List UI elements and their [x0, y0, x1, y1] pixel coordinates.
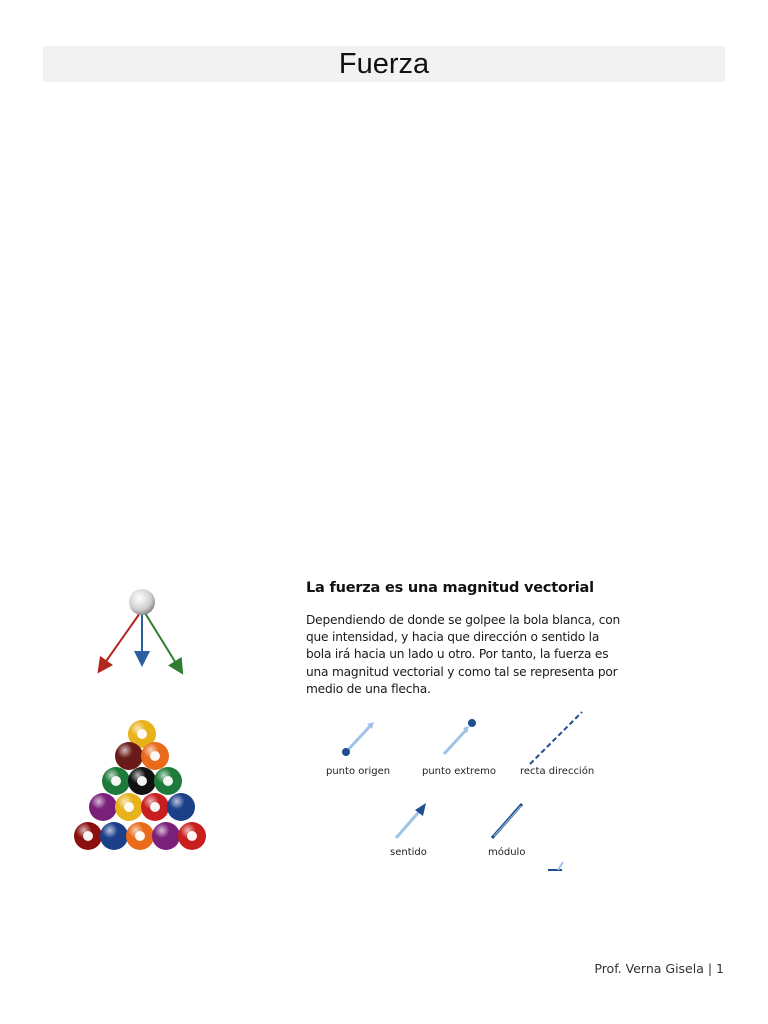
- direction-line-icon: [528, 710, 586, 766]
- section-heading: La fuerza es una magnitud vectorial: [306, 580, 594, 596]
- vector-part-direction: [528, 710, 586, 766]
- section-body: Dependiendo de donde se golpee la bola blanca, con que intensidad, y hacia que dirección o sentido la bola irá hacia un lado u otro. Por tanto, la fuerza es una magnitud vectorial y como tal se representa por medio de una flecha.: [306, 613, 621, 696]
- sense-arrow-icon: [392, 800, 432, 842]
- page-footer: Prof. Verna Gisela | 1: [594, 961, 724, 976]
- vector-part-label: punto origen: [326, 766, 391, 777]
- vector-part-magnitude: [488, 800, 528, 842]
- vector-part-label: punto extremo: [422, 766, 496, 777]
- vector-part-label: módulo: [488, 847, 526, 858]
- vector-part-origin: [338, 718, 378, 758]
- vector-part-label: sentido: [390, 847, 427, 858]
- green-force-arrow: [145, 613, 179, 668]
- cue-ball-arrows-illustration: [92, 585, 192, 677]
- page-title: Fuerza: [338, 48, 430, 80]
- origin-point-icon: [338, 718, 378, 758]
- vector-part-label: recta dirección: [520, 766, 595, 777]
- red-force-arrow: [102, 613, 140, 667]
- billiard-balls-rack-illustration: [68, 714, 218, 860]
- vector-part-end: [440, 716, 480, 756]
- title-bar: [43, 46, 725, 82]
- partial-arrow-fragment: [546, 860, 566, 872]
- vector-part-sense: [392, 800, 432, 842]
- end-point-icon: [440, 716, 480, 756]
- cue-ball: [129, 589, 155, 615]
- magnitude-line-icon: [488, 800, 528, 842]
